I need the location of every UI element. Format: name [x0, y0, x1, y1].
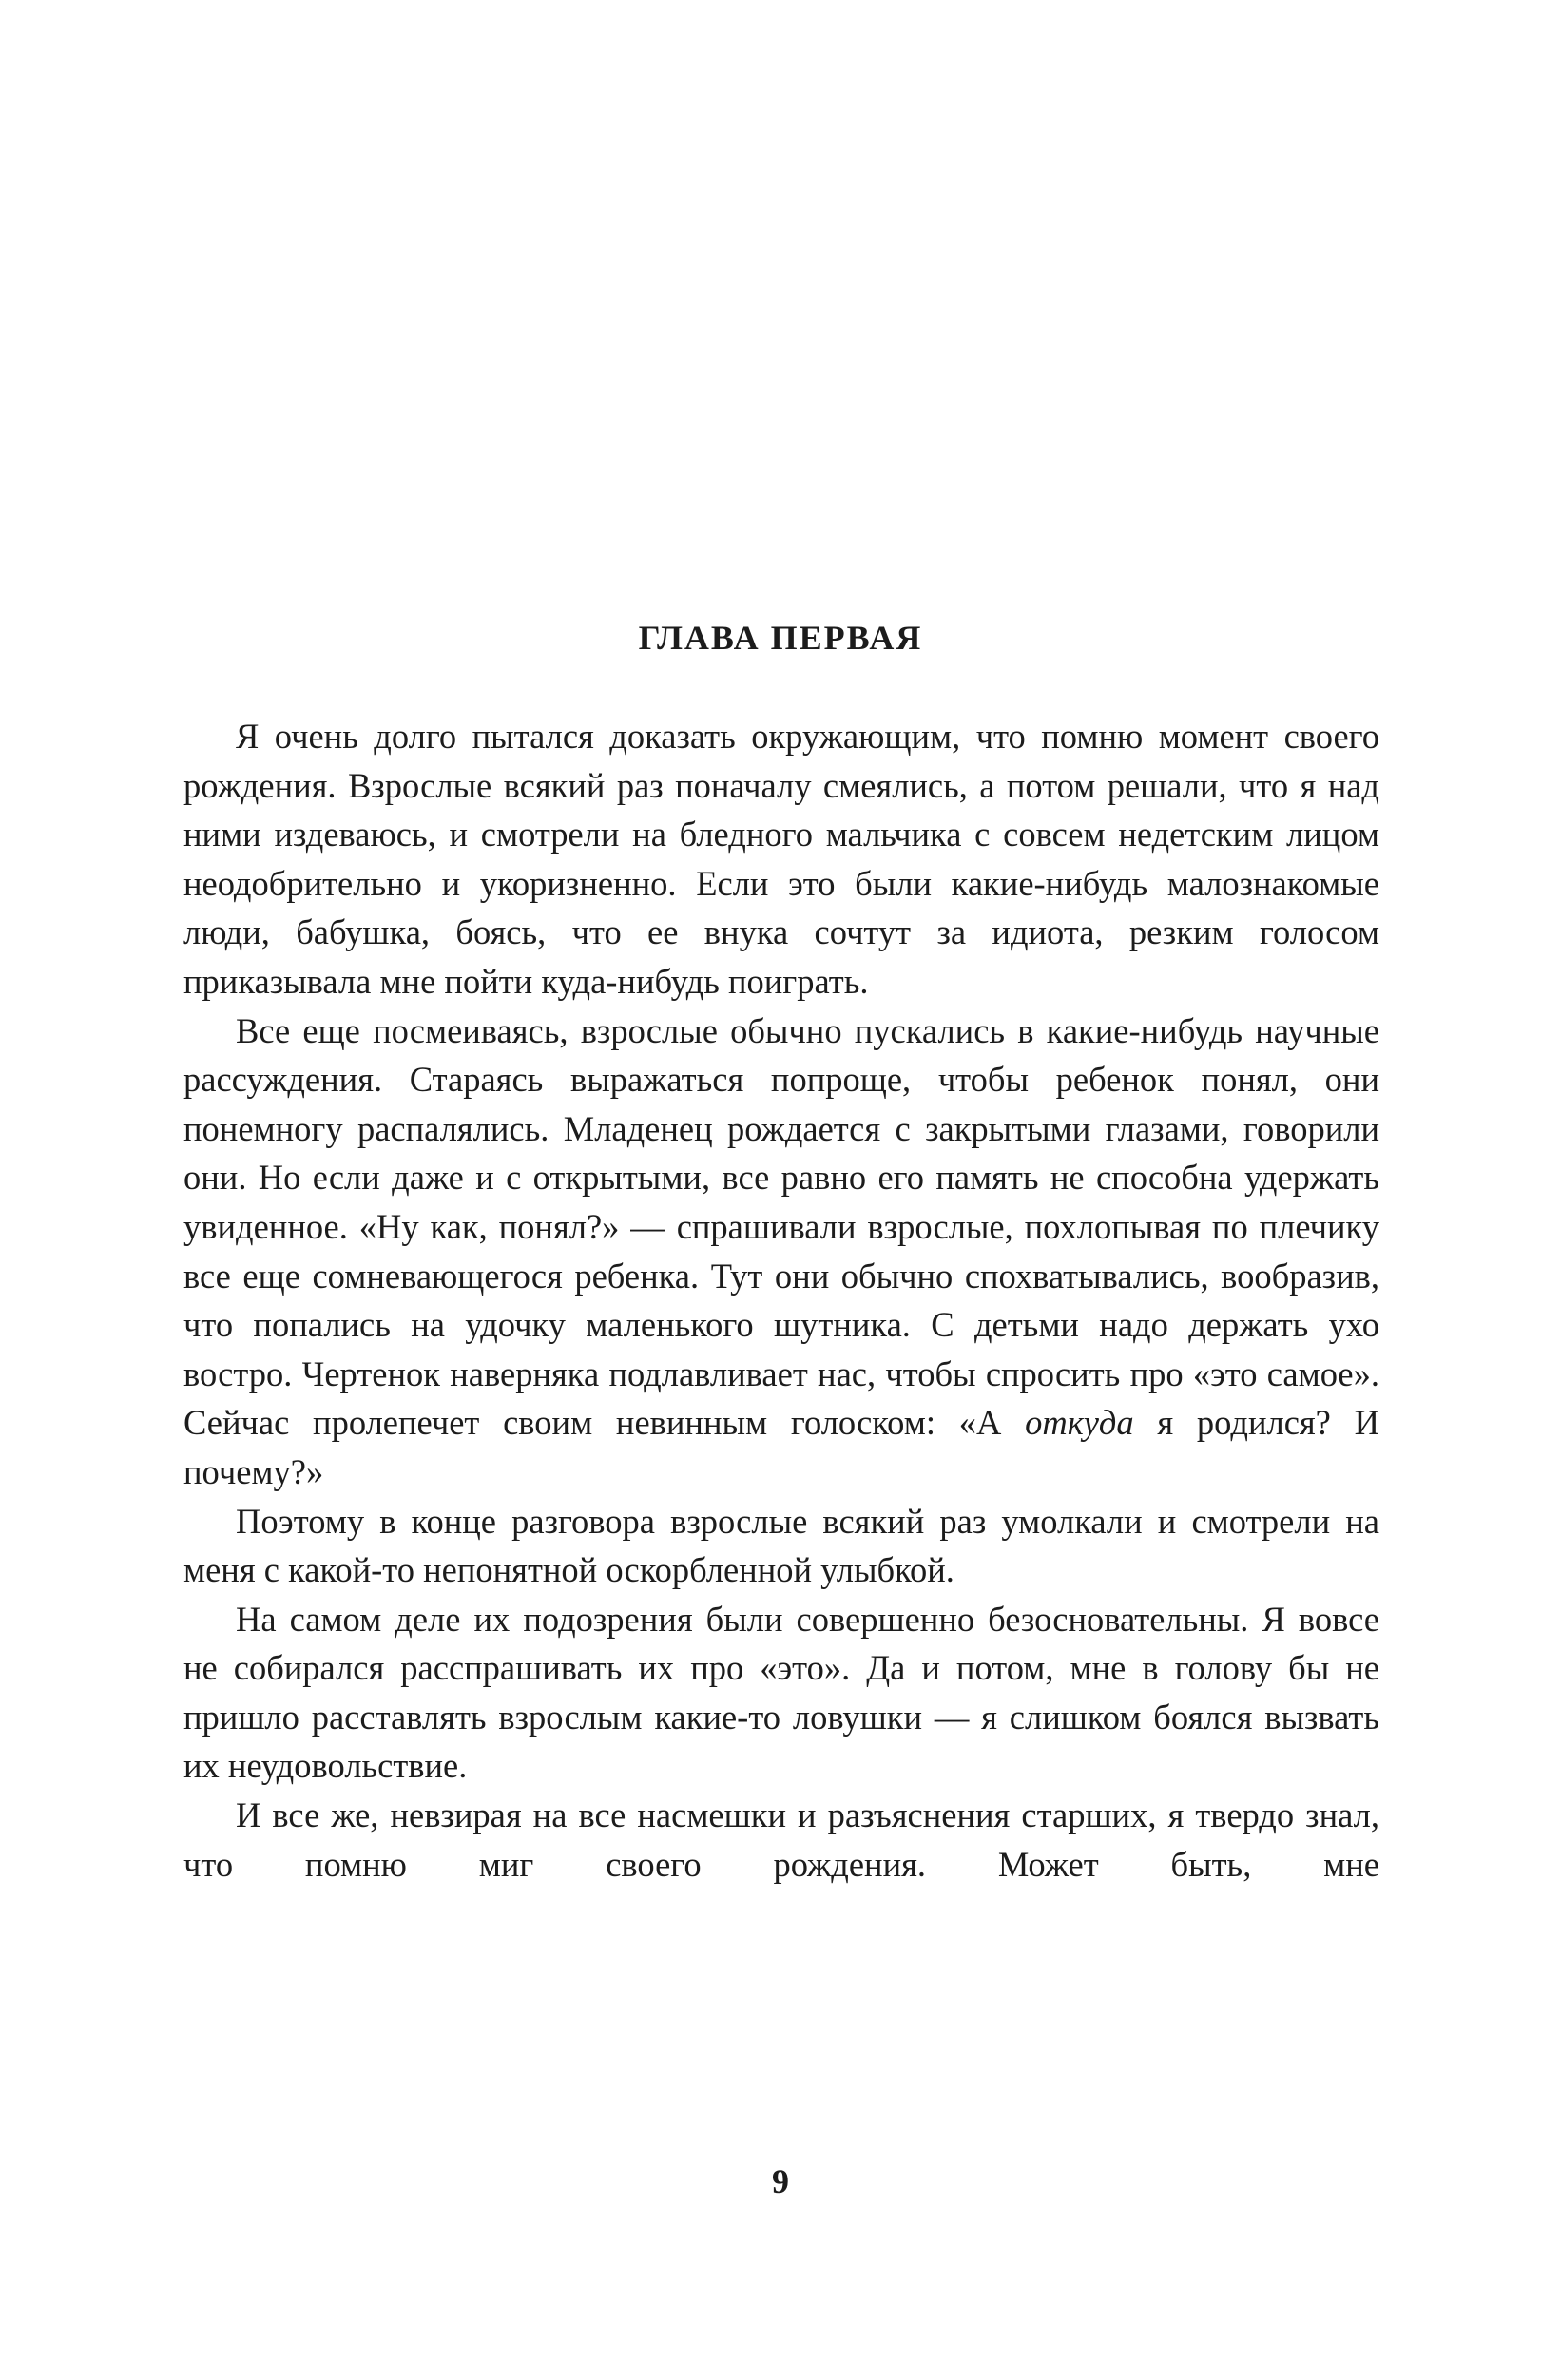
paragraph-2: [183, 1007, 1379, 1497]
paragraph-1: Я очень долго пытался доказать окружающим, что помню момент своего рождения. Взрослые всякий раз поначалу смеялись, а потом решали, что я над ними издеваюсь, и смотрели на бледного мальчика с совсем недетским лицом неодобрительно и укоризненно. Если это были какие-нибудь малознакомые люди, бабушка, боясь, что ее внука сочтут за идиота, резким голосом приказывала мне пойти куда-нибудь поиграть.: [183, 717, 1379, 1001]
chapter-title: ГЛАВА ПЕРВАЯ: [638, 619, 923, 657]
paragraph-5: И все же, невзирая на все насмешки и разъяснения старших, я твердо знал, что помню миг своего рождения. Может быть, мне: [183, 1795, 1379, 1884]
body-text: [183, 712, 1379, 1889]
paragraph-2-text-start: Все еще посмеиваясь, взрослые обычно пускались в какие-нибудь научные рассуждения. Стараясь выражаться попроще, чтобы ребенок понял, они понемногу распалялись. Младенец рождается с закрытыми глазами, говорили они. Но если даже и с открытыми, все равно его память не способна удержать увиденное. «Ну как, понял?» — спрашивали взрослые, похлопывая по плечику все еще сомневающегося ребенка. Тут они обычно спохватывались, вообразив, что попались на удочку маленького шутника. С детьми надо держать ухо востро. Чертенок наверняка подлавливает нас, чтобы спросить про «это самое». Сейчас пролепечет своим невинным голоском: «А: [183, 1010, 1379, 1443]
paragraph-2-text-end: я родился? И почему?»: [183, 1403, 1379, 1491]
paragraph-3: Поэтому в конце разговора взрослые всякий раз умолкали и смотрели на меня с какой-то непонятной оскорбленной улыбкой.: [183, 1501, 1379, 1590]
paragraph-4: На самом деле их подозрения были совершенно безосновательны. Я вовсе не собирался расспрашивать их про «это». Да и потом, мне в голову бы не пришло расставлять взрослым какие-то ловушки — я слишком боялся вызвать их неудовольствие.: [183, 1599, 1379, 1786]
page-number: 9: [772, 2162, 789, 2200]
paragraph-2-italic-word: откуда: [1025, 1403, 1134, 1443]
